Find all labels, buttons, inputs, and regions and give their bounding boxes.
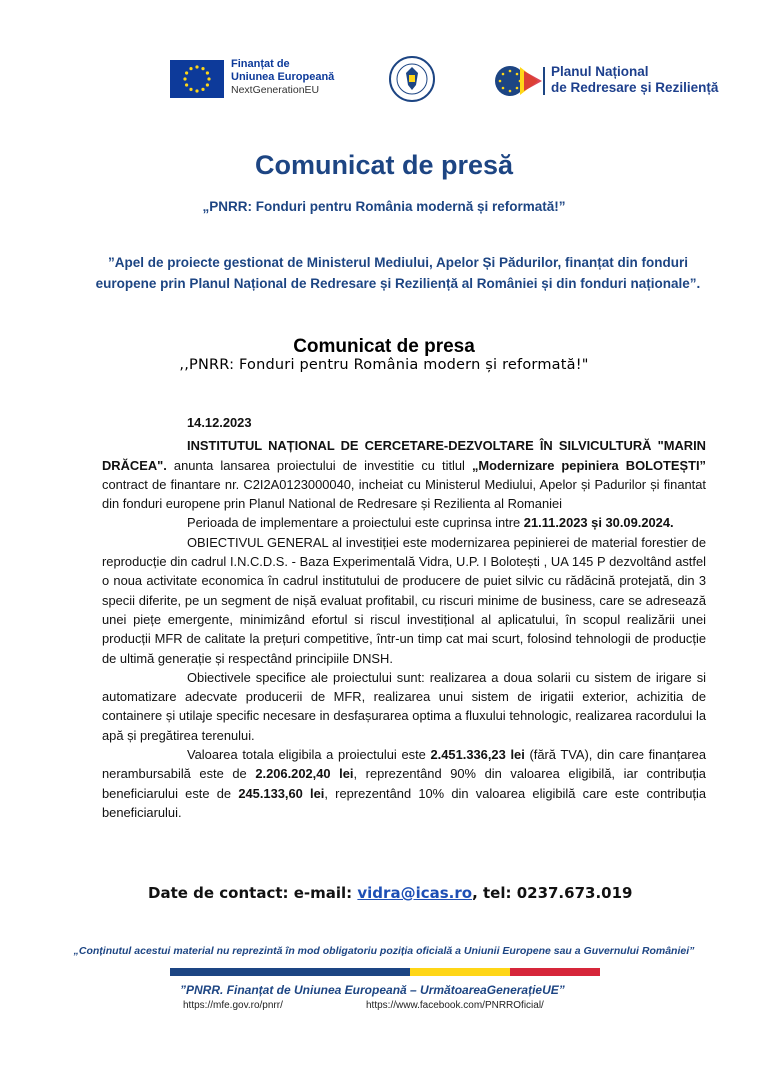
values-text-4: , reprezentând 10% din valoarea eligibilă care este contribuția beneficiarului. [102, 785, 706, 820]
disclaimer: „Conținutul acestui material nu reprezintă în mod obligatoriu poziția oficială a Uniunii Europene sau a Guvernului României” [73, 945, 695, 957]
footer-title: ”PNRR. Finanțat de Uniunea Europeană – UrmătoareaGenerațieUE” [180, 983, 565, 997]
page-subtitle: „PNRR: Fonduri pentru România modernă și reformată!” [202, 199, 566, 214]
intro-text-1: anunta lansarea proiectului de investitie cu titlul [166, 457, 472, 473]
beneficiary-value: 245.133,60 lei [238, 785, 325, 801]
footer-flag-bar [170, 968, 600, 976]
period-text: Perioada de implementare a proiectului este cuprinsa intre [187, 515, 524, 531]
nonrefundable-value: 2.206.202,40 lei [255, 766, 354, 782]
paragraph-specific-objectives: Obiectivele specifice ale proiectului sunt: realizarea a doua solarii cu sistem de irigare si automatizare adecvate producerii de MFR, realizarea unui sistem de irigatii exterior, achizitia de containere și utilaje specific necesare in desfașurarea optima a fluxului tehnologic, realizarea racordului la apă și pregătirea terenului. [102, 669, 706, 743]
intro-text-2: contract de finantare nr. C2I2A0123000040, incheiat cu Ministerul Mediului, Apelor și Padurilor și finantat din fonduri europene prin Planul National de Redresare și Rezilienta al Romaniei [102, 476, 706, 512]
paragraph-period [102, 513, 706, 532]
total-value: 2.451.336,23 lei [430, 747, 525, 763]
footer-link-mfe[interactable]: https://mfe.gov.ro/pnrr/ [183, 1000, 283, 1011]
values-text-3: , reprezentând 90% din valoarea eligibilă, iar contribuția beneficiarului este de [102, 766, 706, 801]
pnrr-line1: Planul Național [551, 64, 649, 79]
pnrr-line2: de Redresare și Reziliență [551, 80, 719, 95]
government-seal-icon [389, 56, 435, 102]
section-title: Comunicat de presa [293, 336, 475, 357]
eu-flag-icon [170, 60, 224, 98]
paragraph-intro [102, 436, 706, 513]
contact-line [148, 884, 632, 902]
paragraph-general-objective: OBIECTIVUL GENERAL al investiției este modernizarea pepinierei de material forestier de reproducție din cadrul I.N.C.D.S. - Baza Experimentală Vidra, U.P. I Bolotești , UA 145 P dezvoltând astfel o noua activitate economica în cadrul institutului de producere de puiet silvic cu rădăcină protejată, din 3 specii diferite, pe un segment de nișă evaluat profitabil, cu riscuri minime de business, care se adresează unei piețe emergente, minimizând efortul si riscul investițional al aplicatului, în scopul realizării unei producții MFR de calitate la prețuri competitive, într-un timp cat mai scurt, folosind tehnologii de producție de ultimă generație și respectând principiile DNSH. [102, 534, 706, 666]
paragraph-values [102, 745, 706, 822]
values-text-2: (fără TVA), din care finanțarea nerambursabilă este de [102, 747, 707, 782]
period-dates: 21.11.2023 și 30.09.2024. [523, 515, 674, 531]
pnrr-label [551, 64, 741, 96]
contact-email-link[interactable]: vidra@icas.ro [357, 884, 473, 902]
footer-link-facebook[interactable]: https://www.facebook.com/PNRROficial/ [366, 1000, 544, 1011]
eu-line2: Uniunea Europeană [231, 71, 335, 83]
eu-line3: NextGenerationEU [231, 84, 320, 96]
release-date: 14.12.2023 [187, 415, 252, 430]
pnrr-logo-icon [494, 63, 546, 99]
section-subtitle: ,,PNRR: Fonduri pentru România modern și reformată!" [179, 357, 589, 373]
institute-name: INSTITUTUL NAȚIONAL DE CERCETARE-DEZVOLTARE ÎN SILVICULTURĂ "MARIN DRĂCEA". [102, 438, 706, 473]
values-text-1: Valoarea totala eligibila a proiectului este [187, 747, 431, 763]
eu-funding-label [231, 58, 381, 97]
project-title: „Modernizare pepiniera BOLOTEȘTI” [471, 457, 706, 473]
seal-text [0, 0, 1, 1]
contact-label: Date de contact: e-mail: [148, 884, 358, 902]
eu-line1: Finanțat de [231, 58, 290, 70]
call-description: ”Apel de proiecte gestionat de Ministerul Mediului, Apelor Și Pădurilor, finanțat din fonduri europene prin Planul Național de Redresare și Reziliență al României și din fonduri naționale”. [95, 255, 701, 291]
press-release-body [102, 413, 706, 822]
contact-phone: , tel: 0237.673.019 [472, 884, 633, 902]
page-title: Comunicat de presă [254, 150, 514, 180]
